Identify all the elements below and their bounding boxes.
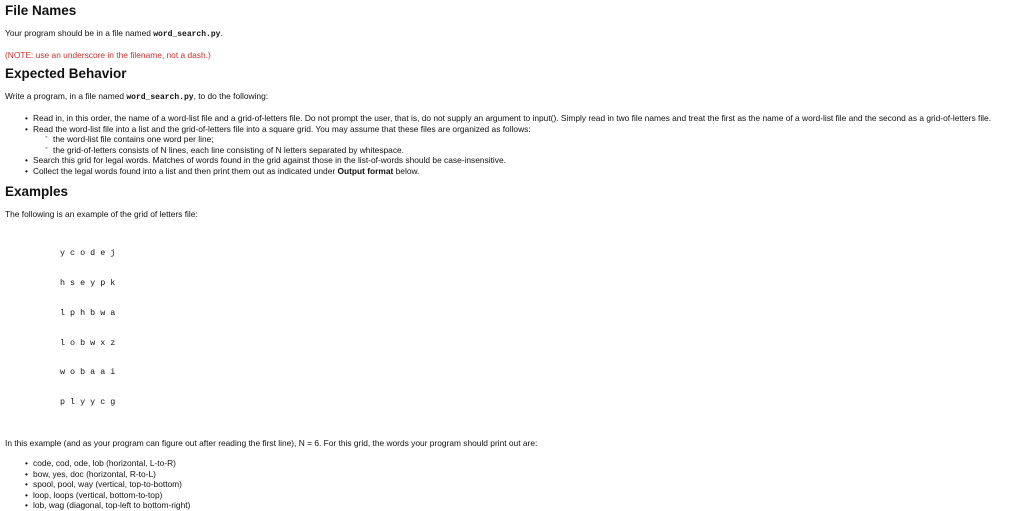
examples-explanation: In this example (and as your program can figure out after reading the first line), N = 6. For this grid, the words your program should print out are:: [5, 437, 538, 448]
results-list: [5, 458, 1019, 511]
file-format-item-grid: ◦ the grid-of-letters consists of N lines, each line consisting of N letters separated by whitespace.: [53, 145, 1019, 156]
file-names-intro-suffix: .: [220, 27, 223, 38]
file-names-filename: word_search.py: [153, 29, 221, 39]
grid-row: h s e y p k: [60, 278, 116, 289]
behavior-item-read-files-text: Read the word-list file into a list and the grid-of-letters file into a square grid. You may assume that these files are organized as follows:: [33, 123, 531, 134]
filename-note: (NOTE: use an underscore in the filename, not a dash.): [5, 49, 211, 60]
file-format-item-word-list: ◦ the word-list file contains one word per line;: [53, 134, 1019, 145]
result-item: • code, cod, ode, lob (horizontal, L-to-R): [33, 458, 1019, 469]
grid-row: p l y y c g: [60, 397, 116, 408]
expected-behavior-intro-suffix: , to do the following:: [193, 91, 269, 102]
behavior-item-collect-suffix: below.: [393, 165, 420, 176]
grid-row: l p h b w a: [60, 307, 116, 318]
examples-intro: The following is an example of the grid of letters file:: [5, 209, 198, 220]
file-names-intro-prefix: Your program should be in a file named: [5, 27, 154, 38]
behavior-item-collect: [33, 166, 1019, 177]
letter-grid: [60, 230, 1019, 428]
expected-behavior-filename: word_search.py: [126, 93, 194, 103]
behavior-item-read-names: • Read in, in this order, the name of a word-list file and a grid-of-letters file. Do not prompt the user, that is, do not supply an argument to input(). Simply read in two file names and treat the first as the name of a word-list file and the second as a grid-of-letters file.: [33, 113, 1019, 124]
file-names-heading: File Names: [5, 3, 77, 18]
behavior-item-search: • Search this grid for legal words. Matches of words found in the grid against those in the list-of-words should be case-insensitive.: [33, 155, 1019, 166]
grid-row: w o b a a i: [60, 367, 116, 378]
expected-behavior-intro-prefix: Write a program, in a file named: [5, 91, 127, 102]
output-format-reference: Output format: [337, 165, 394, 176]
file-format-list: [33, 134, 1019, 155]
expected-behavior-intro: [5, 91, 1019, 103]
result-item: • lob, wag (diagonal, top-left to bottom-right): [33, 500, 1019, 511]
grid-row: l o b w x z: [60, 337, 116, 348]
result-item: • loop, loops (vertical, bottom-to-top): [33, 490, 1019, 501]
behavior-item-collect-prefix: Collect the legal words found into a list and then print them out as indicated under: [33, 165, 338, 176]
examples-heading: Examples: [5, 184, 69, 200]
behavior-list: [5, 113, 1019, 176]
result-item: • bow, yes, doc (horizontal, R-to-L): [33, 469, 1019, 480]
behavior-item-read-files: [33, 124, 1019, 156]
result-item: • spool, pool, way (vertical, top-to-bottom): [33, 479, 1019, 490]
expected-behavior-heading: Expected Behavior: [5, 66, 127, 82]
file-names-intro: [5, 28, 1019, 40]
grid-row: y c o d e j: [60, 248, 116, 259]
